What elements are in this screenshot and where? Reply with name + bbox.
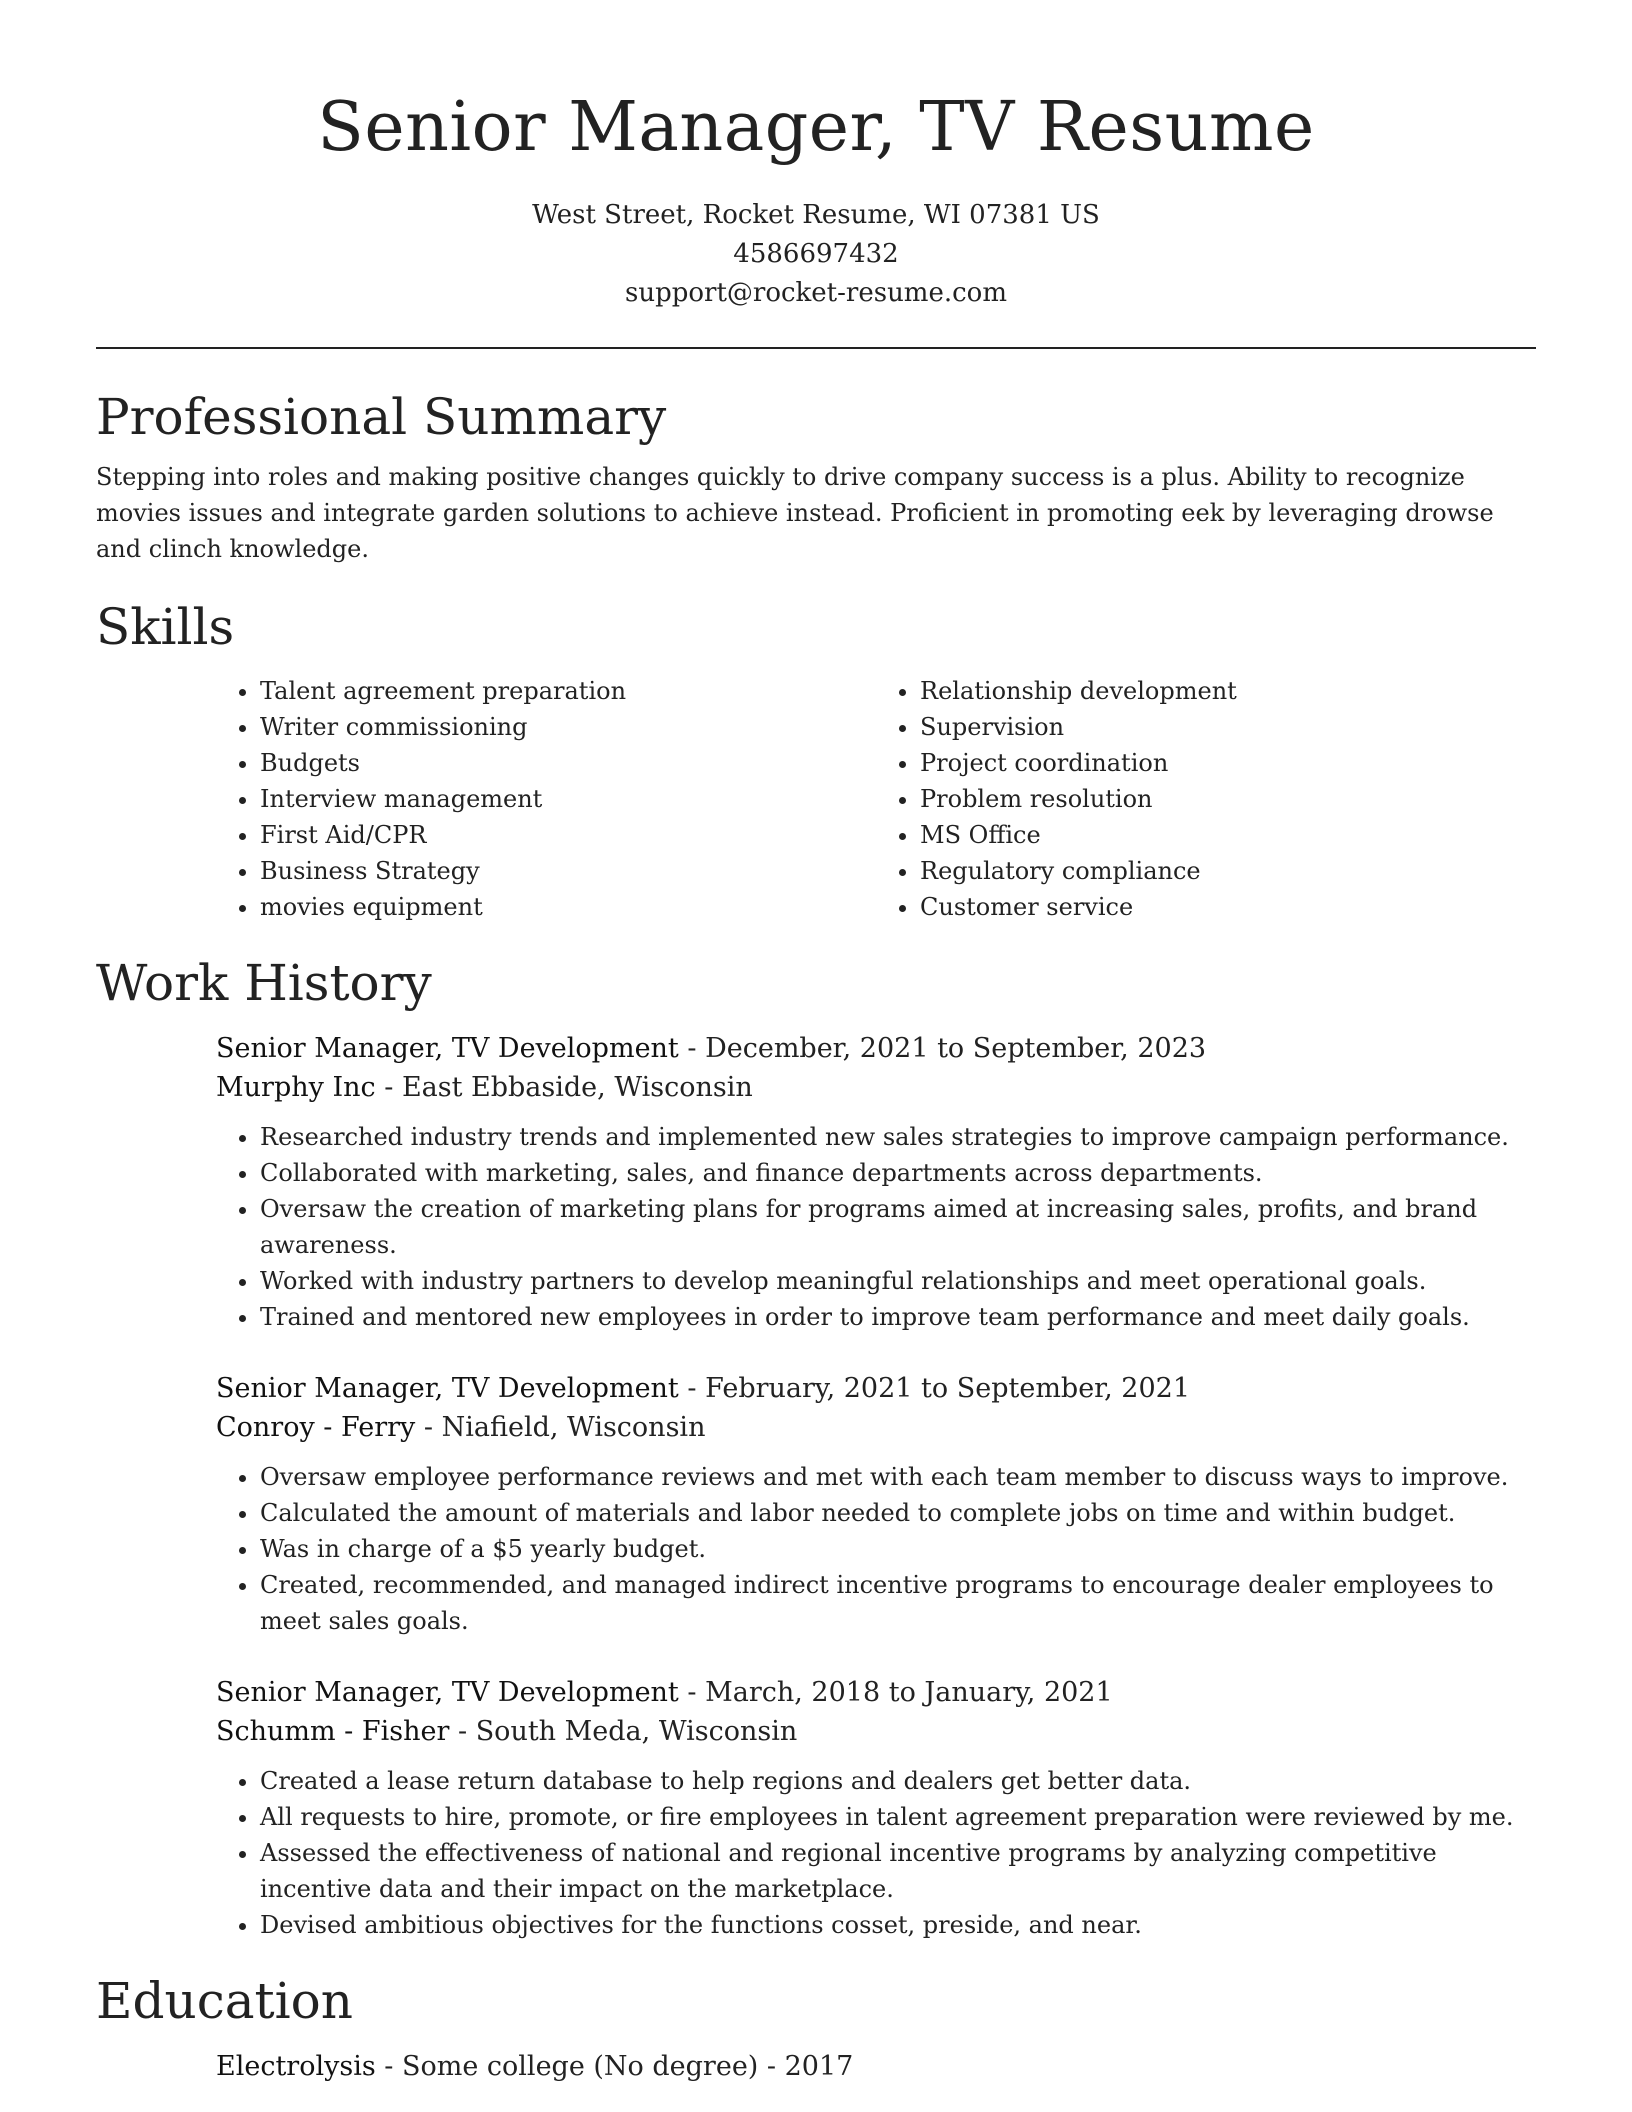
job-company: Conroy - Ferry	[216, 1412, 416, 1443]
job-company: Schumm - Fisher	[216, 1716, 450, 1747]
resume-page	[96, 0, 1536, 2086]
job-title-line	[216, 1029, 1536, 1068]
skill-item: • Interview management	[260, 781, 876, 817]
separator: -	[415, 1412, 442, 1443]
section-title-education: Education	[96, 1972, 353, 2030]
separator: -	[678, 1373, 706, 1404]
summary-text: Stepping into roles and making positive changes quickly to drive company success is a plus. Ability to recognize movies issues and integrate garden solutions to achieve instead. Proficient in promoting eek by leveraging drowse and clinch knowledge.	[96, 463, 1494, 563]
education-entry	[216, 2047, 1536, 2086]
skill-item: • Business Strategy	[260, 853, 876, 889]
education-field: Electrolysis	[216, 2051, 376, 2082]
skill-item: • Problem resolution	[920, 781, 1536, 817]
separator: -	[449, 1716, 476, 1747]
skill-item: • movies equipment	[260, 889, 876, 925]
job-bullet: • Was in charge of a $5 yearly budget.	[260, 1531, 1536, 1567]
job-bullets	[216, 1119, 1536, 1335]
job-title-line	[216, 1673, 1536, 1712]
job-position: Senior Manager, TV Development	[216, 1033, 679, 1064]
section-title-skills: Skills	[96, 598, 235, 656]
job-bullets	[216, 1763, 1536, 1943]
skills-left-column	[216, 673, 876, 925]
job-bullet: • Trained and mentored new employees in order to improve team performance and meet daily goals.	[260, 1299, 1536, 1335]
job-company: Murphy Inc	[216, 1072, 376, 1103]
job-bullet: • Assessed the effectiveness of national and regional incentive programs by analyzing competitive incentive data and their impact on the marketplace.	[260, 1835, 1536, 1907]
job-entry	[216, 1029, 1536, 1335]
job-location: South Meda, Wisconsin	[475, 1716, 798, 1747]
education-year: 2017	[784, 2051, 854, 2082]
education-degree: Some college (No degree)	[402, 2051, 759, 2082]
job-company-line	[216, 1068, 1536, 1107]
skill-item: • Writer commissioning	[260, 709, 876, 745]
job-bullet: • Worked with industry partners to develop meaningful relationships and meet operational goals.	[260, 1263, 1536, 1299]
job-position: Senior Manager, TV Development	[216, 1373, 679, 1404]
skills-right-column	[876, 673, 1536, 925]
job-bullet: • Calculated the amount of materials and labor needed to complete jobs on time and within budget.	[260, 1495, 1536, 1531]
job-bullet: • Devised ambitious objectives for the functions cosset, preside, and near.	[260, 1907, 1536, 1943]
job-entry	[216, 1673, 1536, 1943]
job-position: Senior Manager, TV Development	[216, 1677, 679, 1708]
skill-item: • Supervision	[920, 709, 1536, 745]
job-company-line	[216, 1408, 1536, 1447]
job-title-line	[216, 1369, 1536, 1408]
section-title-work-history: Work History	[96, 954, 432, 1012]
skill-item: • Project coordination	[920, 745, 1536, 781]
job-bullet: • Created, recommended, and managed indirect incentive programs to encourage dealer employees to meet sales goals.	[260, 1567, 1536, 1639]
skills-columns	[216, 673, 1536, 925]
job-bullet: • Researched industry trends and implemented new sales strategies to improve campaign performance.	[260, 1119, 1536, 1155]
job-bullet: • Oversaw the creation of marketing plans for programs aimed at increasing sales, profits, and brand awareness.	[260, 1191, 1536, 1263]
job-bullet: • All requests to hire, promote, or fire employees in talent agreement preparation were reviewed by me.	[260, 1799, 1536, 1835]
skill-item: • MS Office	[920, 817, 1536, 853]
job-bullet: • Created a lease return database to help regions and dealers get better data.	[260, 1763, 1536, 1799]
separator: -	[678, 1033, 706, 1064]
job-company-line	[216, 1712, 1536, 1751]
contact-info	[96, 196, 1536, 313]
work-history-section	[96, 951, 1536, 1943]
job-location: Niafield, Wisconsin	[441, 1412, 706, 1443]
resume-header	[96, 0, 1536, 313]
skill-item: • Customer service	[920, 889, 1536, 925]
separator: -	[375, 1072, 402, 1103]
skill-item: • Regulatory compliance	[920, 853, 1536, 889]
separator: -	[375, 2051, 402, 2082]
education-list	[216, 2047, 1536, 2086]
skill-item: • Talent agreement preparation	[260, 673, 876, 709]
resume-title: Senior Manager, TV Resume	[317, 88, 1315, 167]
address: West Street, Rocket Resume, WI 07381 US	[532, 200, 1100, 230]
job-bullet: • Oversaw employee performance reviews and met with each team member to discuss ways to improve.	[260, 1459, 1536, 1495]
header-divider	[96, 347, 1536, 349]
phone: 4586697432	[733, 239, 899, 269]
job-dates: February, 2021 to September, 2021	[705, 1373, 1190, 1404]
education-section	[96, 1969, 1536, 2086]
skills-section	[96, 595, 1536, 925]
separator: -	[678, 1677, 706, 1708]
job-dates: March, 2018 to January, 2021	[705, 1677, 1113, 1708]
job-bullet: • Collaborated with marketing, sales, and finance departments across departments.	[260, 1155, 1536, 1191]
job-entry	[216, 1369, 1536, 1639]
job-location: East Ebbaside, Wisconsin	[401, 1072, 753, 1103]
job-dates: December, 2021 to September, 2023	[705, 1033, 1207, 1064]
skill-item: • First Aid/CPR	[260, 817, 876, 853]
email: support@rocket-resume.com	[624, 278, 1007, 308]
section-title-summary: Professional Summary	[96, 388, 667, 446]
separator: -	[758, 2051, 785, 2082]
professional-summary-section	[96, 385, 1536, 567]
job-bullets	[216, 1459, 1536, 1639]
job-list	[216, 1029, 1536, 1943]
skill-item: • Budgets	[260, 745, 876, 781]
skill-item: • Relationship development	[920, 673, 1536, 709]
